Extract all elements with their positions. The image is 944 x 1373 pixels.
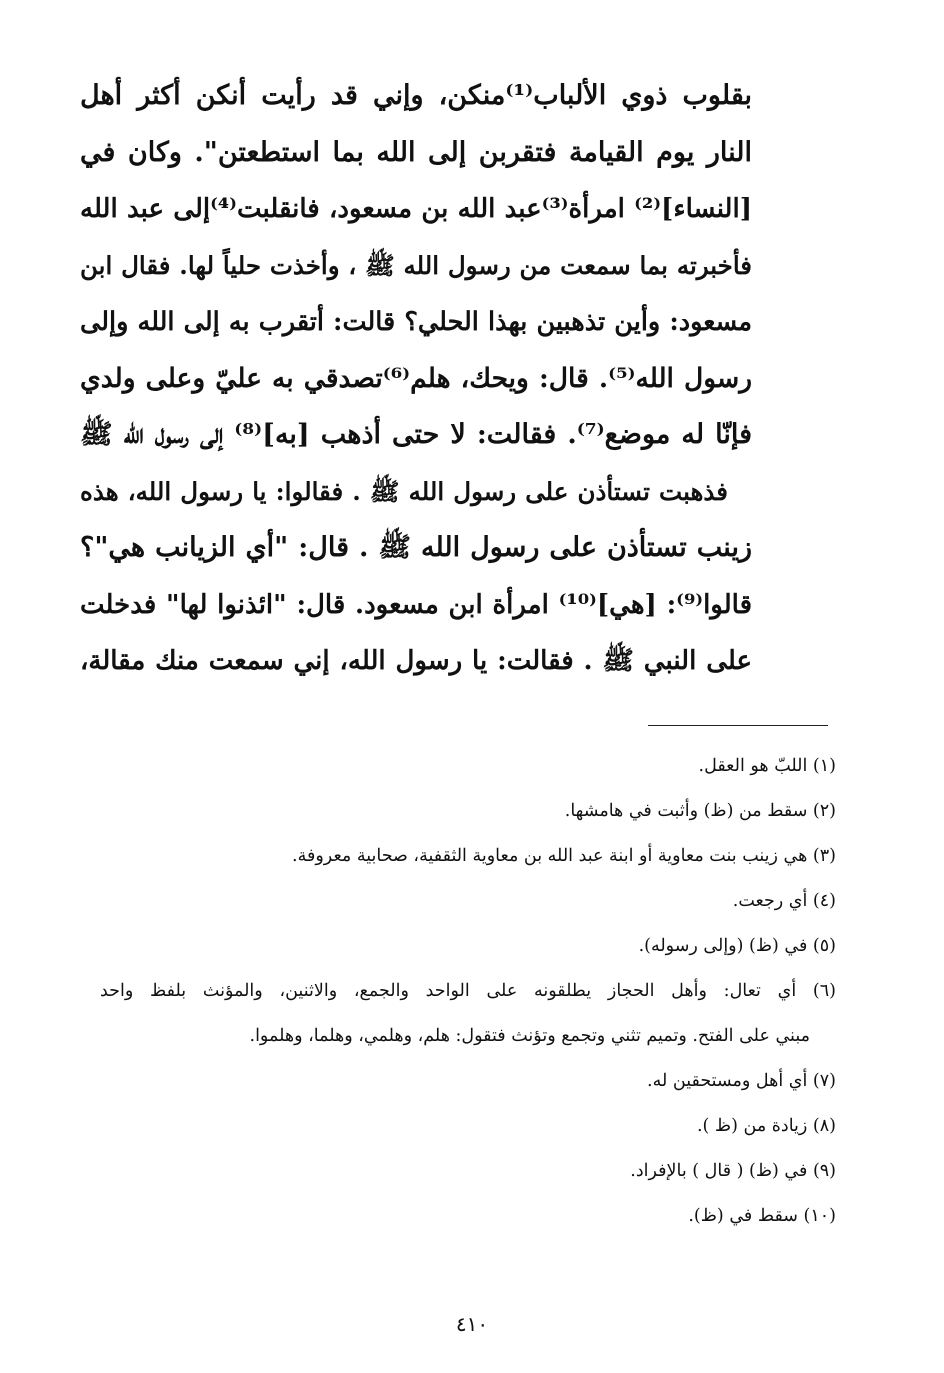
text-line-8: فذهبت تستأذن على رسول الله ﷺ . فقالوا: يا رسول الله، هذه: [80, 476, 728, 506]
main-text: [80, 68, 752, 690]
footnotes: [100, 744, 836, 1239]
text-line-4: فأخبرته بما سمعت من رسول الله ﷺ ، وأخذت حلياً لها. فقال ابن: [80, 250, 752, 280]
footnote-3: (٣) هي زينب بنت معاوية أو ابنة عبد الله بن معاوية الثقفية، صحابية معروفة.: [292, 846, 836, 866]
text-line-1: بقلوب ذوي الألباب⁽¹⁾منكن، وإني قد رأيت أنكن أكثر أهل: [80, 80, 752, 111]
footnote-6: (٦) أي تعال: وأهل الحجاز يطلقونه على الواحد والجمع، والاثنين، والمؤنث بلفظ واحد: [100, 981, 836, 1001]
text-line-11: على النبي ﷺ . فقالت: يا رسول الله، إني سمعت منك مقالة،: [80, 646, 752, 676]
footnote-7: (٧) أي أهل ومستحقين له.: [647, 1071, 836, 1091]
text-line-3: [النساء]⁽²⁾ امرأة⁽³⁾عبد الله بن مسعود، فانقلبت⁽⁴⁾إلى عبد الله: [80, 194, 752, 224]
footnote-2: (٢) سقط من (ظ) وأثبت في هامشها.: [564, 801, 836, 821]
footnote-5: (٥) في (ظ) (وإلى رسوله).: [638, 936, 836, 956]
footnote-4: (٤) أي رجعت.: [732, 891, 836, 911]
footnote-8: (٨) زيادة من (ظ ).: [696, 1116, 836, 1136]
page-number: ٤١٠: [455, 1312, 489, 1336]
text-line-5: مسعود: وأين تذهبين بهذا الحلي؟ قالت: أتقرب به إلى الله وإلى: [80, 307, 752, 337]
footnote-10: (١٠) سقط في (ظ).: [688, 1206, 836, 1226]
text-line-2: النار يوم القيامة فتقربن إلى الله بما استطعتن". وكان في: [80, 136, 752, 168]
footnote-separator: [648, 725, 828, 726]
footnote-1: (١) اللبّ هو العقل.: [698, 756, 836, 776]
text-line-10: قالوا⁽⁹⁾: [هي]⁽¹⁰⁾ امرأة ابن مسعود. قال: "ائذنوا لها" فدخلت: [80, 589, 752, 620]
footnote-6-continued: مبني على الفتح. وتميم تثني وتجمع وتؤنث فتقول: هلم، وهلمي، وهلما، وهلموا.: [249, 1026, 810, 1046]
text-line-9: زينب تستأذن على رسول الله ﷺ . قال: "أي الزيانب هي"؟: [80, 532, 752, 563]
footnote-9: (٩) في (ظ) ( قال ) بالإفراد.: [630, 1161, 836, 1181]
text-line-7: فإنّا له موضع⁽⁷⁾. فقالت: لا حتى أذهب [به]⁽⁸⁾ إلى رسول الله ﷺ: [80, 419, 752, 450]
text-line-6: رسول الله⁽⁵⁾. قال: ويحك، هلم⁽⁶⁾تصدقي به عليّ وعلى ولدي: [80, 362, 752, 394]
